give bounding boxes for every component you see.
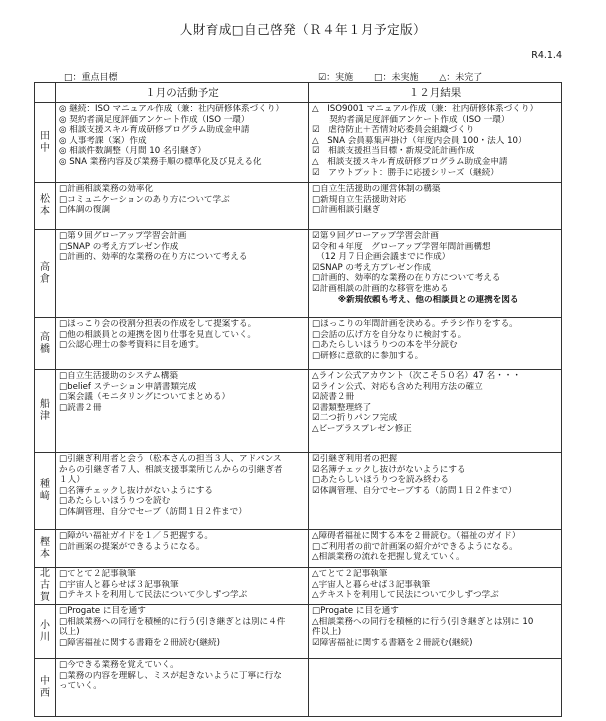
plan-item: □テキストを利用して民法について少しずつ学ぶ xyxy=(59,590,248,601)
result-cell xyxy=(309,103,562,183)
staff-name-char: 中 xyxy=(40,142,50,154)
result-item: ☑障害福祉に関する書籍を２冊読む(継続) xyxy=(312,637,473,648)
result-item: △宇宙人と暮らせば３記事執筆 xyxy=(312,579,431,590)
staff-name-char: 高 xyxy=(40,331,50,343)
plan-item: □宇宙人と暮らせば３記事執筆 xyxy=(59,579,179,590)
plan-item: □計画案の提案ができるようになる。 xyxy=(59,541,205,552)
result-item: △相談業務の流れを把握し覚えていく。 xyxy=(312,552,465,563)
plan-cell xyxy=(56,318,309,370)
plan-cell xyxy=(56,183,309,230)
plan-item: □SNAP の考え方プレゼン作成 xyxy=(59,241,179,252)
result-cell xyxy=(309,318,562,370)
plan-item: □障がい福祉ガイドを１／５把握する。 xyxy=(59,531,213,541)
result-item: △ビープラスプレゼン修正 xyxy=(312,423,412,434)
result-item: ☑ 相談支援担当目標・新規受託計画作成 xyxy=(312,146,475,157)
result-item: □自立生活援助の運営体制の構築 xyxy=(312,184,441,194)
result-item: △ SNA 会員募集声掛け（年度内会員 100・法人 10） xyxy=(312,135,527,146)
result-item: ☑引継ぎ利用者の把握 xyxy=(312,454,398,464)
result-cell xyxy=(309,453,562,530)
staff-name-char: 高 xyxy=(40,261,50,273)
table-row xyxy=(35,370,562,453)
result-item: □あたらしいほうりつを読み終わる xyxy=(312,475,450,486)
plan-item: □業務の内容を理解し、ミスが起きないように丁寧に行な xyxy=(59,670,282,681)
plan-cell xyxy=(56,659,309,717)
plan-item: ◎ 相談支援スキル育成研修プログラム助成金申請 xyxy=(59,125,250,136)
result-item: □研修に意欲的に参加する。 xyxy=(312,350,424,361)
plan-item: □belief ステーション申請書類完成 xyxy=(59,381,197,392)
result-item: □ほっこりの年間計画を決める。チラシ作りをする。 xyxy=(312,319,518,329)
result-item: ☑ 虐待防止＋苦情対応委員会組織づくり xyxy=(312,125,475,136)
staff-name-char: 古 xyxy=(40,580,50,591)
table-row xyxy=(35,530,562,568)
table-row xyxy=(35,230,562,318)
activity-table xyxy=(34,82,562,717)
plan-item: □Progate に目を通す xyxy=(59,606,146,616)
staff-name-char: 本 xyxy=(40,206,50,217)
staff-name-char: 西 xyxy=(40,687,50,699)
staff-name-char: 本 xyxy=(40,548,50,560)
plan-item: □第９回グローアップ学習会計画 xyxy=(59,231,187,241)
result-item: ※新規依頼も考え、他の相談員との連携を図る xyxy=(312,294,519,305)
table-row xyxy=(35,659,562,717)
plan-item: １人） xyxy=(59,475,85,486)
result-item: ☑書類整理終了 xyxy=(312,402,372,413)
result-item: ☑体調管理、自分でセーブする（訪問１日２件まで） xyxy=(312,485,517,496)
result-cell xyxy=(309,370,562,453)
result-item: ☑ アウトプット：勝手に応援シリーズ（継続） xyxy=(312,167,499,178)
table-row xyxy=(35,453,562,530)
table-row xyxy=(35,103,562,183)
legend-priority: □：重点目標 xyxy=(64,73,118,83)
result-item: □Progate に目を通す xyxy=(312,606,399,616)
staff-name xyxy=(35,103,56,183)
staff-name xyxy=(35,659,56,717)
plan-item: からの引継ぎ者７人、相談支援事業所じんからの引継ぎ者 xyxy=(59,464,283,475)
plan-item: □障害福祉に関する書籍を２冊読む(継続) xyxy=(59,637,220,648)
plan-item: □読書２冊 xyxy=(59,402,102,413)
plan-item: □名簿チェックし抜けがないようにする xyxy=(59,485,213,496)
plan-item: □相談業務への同行を積極的に行う(引き継ぎとは別に４件 xyxy=(59,616,286,627)
result-item: ☑第９回グローアップ学習会計画 xyxy=(312,231,439,241)
plan-item: っていく。 xyxy=(59,681,102,692)
result-item: △ライン公式アカウント（次こそ５０名）47 名・・・ xyxy=(312,371,521,381)
staff-name-char: 賀 xyxy=(40,592,50,603)
result-item: △てとて２記事執筆 xyxy=(312,569,388,579)
plan-item: □コミュニケーションのあり方について学ぶ xyxy=(59,194,230,205)
staff-name-char: 川 xyxy=(40,631,50,643)
staff-name-char: 田 xyxy=(40,130,50,142)
plan-item: ◎ 相談件数調整（月間 10 名引継ぎ） xyxy=(59,146,206,157)
result-item: △テキストを利用して民法について少しずつ学ぶ xyxy=(312,590,499,601)
table-row xyxy=(35,183,562,230)
legend-done: ☑：実施 xyxy=(318,73,354,83)
staff-name-char: 中 xyxy=(40,675,50,687)
staff-name xyxy=(35,530,56,568)
result-item: 契約者満足度評価アンケート作成（ISO 一環） xyxy=(312,114,510,125)
plan-cell xyxy=(56,453,309,530)
staff-name-char: 船 xyxy=(40,399,50,410)
legend-not-done: □：未実施 xyxy=(373,73,419,83)
result-item: ☑SNAP の考え方プレゼン作成 xyxy=(312,262,431,273)
result-item: □新規自立生活援助対応 xyxy=(312,194,407,205)
result-item: ☑計画相談の計画的な移管を進める xyxy=(312,283,449,294)
table-row xyxy=(35,605,562,659)
result-cell xyxy=(309,659,562,717)
staff-name xyxy=(35,183,56,230)
result-item: ☑読書２冊 xyxy=(312,392,355,403)
result-cell xyxy=(309,605,562,659)
result-cell xyxy=(309,568,562,605)
staff-name-char: 北 xyxy=(40,568,50,579)
result-item: △障碍者福祉に関する本を２冊読む。（福祉のガイド） xyxy=(312,531,521,541)
staff-name-char: 﨑 xyxy=(40,491,50,502)
plan-item: □公認心理士の参考資料に目を通す。 xyxy=(59,340,204,351)
plan-item: □他の相談員との連携を図り仕事を見直していく。 xyxy=(59,329,257,340)
staff-name-char: 倉 xyxy=(40,273,50,285)
table-header-row xyxy=(35,83,562,103)
plan-cell xyxy=(56,230,309,318)
staff-name-char: 津 xyxy=(40,411,50,422)
plan-item: □てとて２記事執筆 xyxy=(59,569,136,579)
staff-name-char: 橋 xyxy=(40,343,50,355)
result-cell xyxy=(309,530,562,568)
plan-cell xyxy=(56,103,309,183)
staff-name-char: 松 xyxy=(40,194,50,205)
result-item: △ 相談支援スキル育成研修プログラム助成金申請 xyxy=(312,156,508,167)
result-cell xyxy=(309,230,562,318)
plan-item: □体調の復調 xyxy=(59,205,111,216)
document-date: R4.1.4 xyxy=(531,50,562,61)
plan-item: □計画相談業務の効率化 xyxy=(59,184,154,194)
staff-name xyxy=(35,370,56,453)
plan-cell xyxy=(56,605,309,659)
plan-cell xyxy=(56,370,309,453)
plan-item: □ほっこり会の役割分担表の作成をして提案する。 xyxy=(59,319,257,329)
plan-item: ◎ 契約者満足度評価アンケート作成（ISO 一環） xyxy=(59,114,250,125)
plan-item: □今できる業務を覚えていく。 xyxy=(59,660,179,670)
result-item: （12 月７日企画会議までに作成） xyxy=(312,252,451,263)
result-item: □計画的、効率的な業務の在り方について考える xyxy=(312,273,501,284)
result-item: △ ISO9001 マニュアル作成（兼：社内研修体系づくり） xyxy=(312,104,539,114)
plan-item: 以上) xyxy=(59,627,80,638)
result-cell xyxy=(309,183,562,230)
plan-cell xyxy=(56,530,309,568)
result-item: □計画相談引継ぎ xyxy=(312,205,381,216)
staff-name xyxy=(35,605,56,659)
plan-item: □案会議（モニタリングについてまとめる） xyxy=(59,392,231,403)
result-item: ☑名簿チェックし抜けがないようにする xyxy=(312,464,466,475)
plan-item: ◎ 人事考課（案）作成 xyxy=(59,135,147,146)
result-item: □会話の広げ方を自分なりに検討する。 xyxy=(312,329,467,340)
plan-item: □計画的、効率的な業務の在り方について考える xyxy=(59,252,248,263)
result-item: □あたらしいほうりつの本を半分読む xyxy=(312,340,458,351)
result-item: ☑令和４年度 グローアップ学習年間計画構想 xyxy=(312,241,491,252)
header-name-col xyxy=(35,83,56,103)
staff-name xyxy=(35,230,56,318)
staff-name xyxy=(35,568,56,605)
table-row xyxy=(35,318,562,370)
result-item: △相談業務への同行を積極的に行う(引き継ぎとは別に 10 xyxy=(312,616,534,627)
plan-cell xyxy=(56,568,309,605)
staff-name xyxy=(35,318,56,370)
result-item: 件以上) xyxy=(312,627,342,638)
plan-item: ◎ 継続：ISO マニュアル作成（兼：社内研修体系づくり） xyxy=(59,104,285,114)
header-result: １２月結果 xyxy=(309,83,562,103)
staff-name-char: 小 xyxy=(40,619,50,631)
plan-item: □引継ぎ利用者と会う（松本さんの担当３人、アドバンス xyxy=(59,454,282,464)
plan-item: □体調管理、自分でセーブ（訪問１日２件まで） xyxy=(59,506,247,517)
header-plan: １月の活動予定 xyxy=(56,83,309,103)
staff-name-char: 種 xyxy=(40,479,50,490)
document-title: 人財育成□自己啓発（Ｒ４年１月予定版） xyxy=(179,22,427,37)
table-row xyxy=(35,568,562,605)
staff-name-char: 樫 xyxy=(40,536,50,548)
plan-item: □自立生活援助のシステム構築 xyxy=(59,371,178,381)
legend-incomplete: △：未完了 xyxy=(439,73,483,83)
plan-item: ◎ SNA 業務内容及び業務手順の標準化及び見える化 xyxy=(59,156,262,167)
result-item: ☑ライン公式、対応も含めた利用方法の確立 xyxy=(312,381,483,392)
plan-item: □あたらしいほうりつを読む xyxy=(59,496,171,507)
result-item: ☑二つ折りパンフ完成 xyxy=(312,413,398,424)
staff-name xyxy=(35,453,56,530)
result-item: □ご利用者の前で計画案の紹介ができるようになる。 xyxy=(312,541,518,552)
